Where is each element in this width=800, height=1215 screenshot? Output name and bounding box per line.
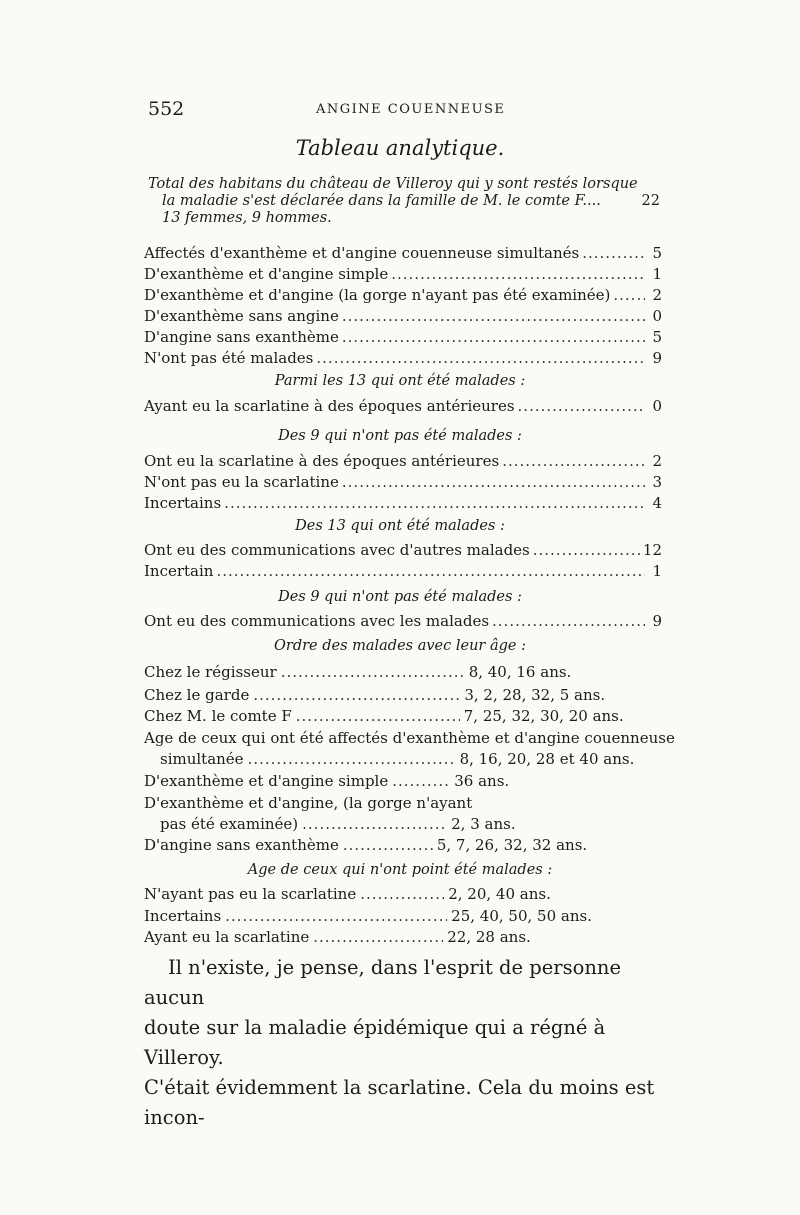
paragraph-line-1: Il n'existe, je pense, dans l'esprit de personne aucun [144,956,621,1009]
row-value: 2 [652,452,662,470]
row-value: 4 [652,494,662,512]
leader-dots [342,307,645,325]
section-heading: Ordre des malades avec leur âge : [274,638,526,654]
leader-dots [316,349,645,367]
row-label: Ont eu des communications avec les malades [144,612,490,630]
section-heading: Age de ceux qui n'ont point été malades : [247,862,553,878]
age-label: Chez le régisseur [144,663,277,681]
leader-dots [224,494,645,512]
row-label: N'ont pas été malades [144,349,314,367]
table-row [144,328,662,346]
leader-dots [342,473,645,491]
leader-dots [613,286,645,304]
row-label: Ayant eu la scarlatine à des époques antérieures [144,397,515,415]
table-row [144,562,662,580]
age-row [144,885,551,903]
row-label: D'exanthème sans angine [144,307,339,325]
row-label: Incertain [144,562,214,580]
leader-dots [281,663,465,681]
body-paragraph [144,953,662,1133]
page-header [148,98,658,124]
age-row [144,707,624,725]
page-number: 552 [148,98,185,120]
age-row [144,907,592,925]
table-row [144,473,662,491]
table-row [144,494,662,512]
row-label: D'exanthème et d'angine simple [144,265,389,283]
age-row [144,772,509,790]
row-value: 9 [652,349,662,367]
table-row [144,244,662,262]
leader-dots [296,707,460,725]
running-title: ANGINE COUENNEUSE [316,102,506,117]
table-row [144,397,662,415]
age-value: 8, 16, 20, 28 et 40 ans. [459,750,635,768]
row-value: 0 [652,397,662,415]
age-label: simultanée [160,750,244,768]
row-value: 5 [652,328,662,346]
row-value: 9 [652,612,662,630]
intro-line-2: la maladie s'est déclarée dans la famille de M. le comte F.... [162,193,601,209]
age-label: N'ayant pas eu la scarlatine [144,885,357,903]
section-heading: Des 9 qui n'ont pas été malades : [278,428,522,444]
row-value: 5 [652,244,662,262]
age-gorge-line-1: D'exanthème et d'angine, (la gorge n'ayant [144,794,473,812]
row-label: D'angine sans exanthème [144,328,339,346]
leader-dots [533,541,640,559]
age-label: Incertains [144,907,222,925]
row-label: N'ont pas eu la scarlatine [144,473,339,491]
table-row [144,541,662,559]
leader-dots [343,836,433,854]
age-row [144,928,531,946]
table-row [144,612,662,630]
row-value: 1 [652,562,662,580]
age-value: 2, 20, 40 ans. [448,885,551,903]
row-value: 2 [652,286,662,304]
row-label: D'exanthème et d'angine (la gorge n'ayant pas été examinée) [144,286,611,304]
leader-dots [518,397,645,415]
row-value: 1 [652,265,662,283]
age-value: 36 ans. [454,772,510,790]
age-label: Chez le garde [144,686,250,704]
row-label: Incertains [144,494,222,512]
age-row [144,663,571,681]
row-label: Ont eu des communications avec d'autres malades [144,541,530,559]
leader-dots [302,815,447,833]
intro-line-3: 13 femmes, 9 hommes. [162,210,332,226]
table-row [144,286,662,304]
age-row [144,836,587,854]
leader-dots [342,328,645,346]
age-label: D'angine sans exanthème [144,836,339,854]
leader-dots [248,750,456,768]
leader-dots [582,244,645,262]
age-label: Ayant eu la scarlatine [144,928,310,946]
age-affectes-line-1: Age de ceux qui ont été affectés d'exanthème et d'angine couenneuse [144,729,675,747]
intro-block [148,176,660,226]
leader-dots [392,772,450,790]
intro-total: 22 [641,193,660,209]
row-value: 0 [652,307,662,325]
age-value: 7, 25, 32, 30, 20 ans. [463,707,624,725]
row-label: Affectés d'exanthème et d'angine couenneuse simultanés [144,244,580,262]
table-title: Tableau analytique. [295,136,505,160]
age-value: 3, 2, 28, 32, 5 ans. [464,686,606,704]
leader-dots [492,612,645,630]
paragraph-line-3: C'était évidemment la scarlatine. Cela du moins est incon- [144,1076,655,1129]
leader-dots [216,562,645,580]
age-value: 8, 40, 16 ans. [468,663,572,681]
age-value: 25, 40, 50, 50 ans. [451,907,592,925]
age-row [144,686,605,704]
section-heading: Des 9 qui n'ont pas été malades : [278,589,522,605]
leader-dots [502,452,645,470]
row-value: 3 [652,473,662,491]
row-value: 12 [642,541,662,559]
age-value: 22, 28 ans. [447,928,531,946]
section-heading: Parmi les 13 qui ont été malades : [274,373,526,389]
age-row [160,750,634,768]
table-row [144,307,662,325]
section-heading: Des 13 qui ont été malades : [295,518,505,534]
leader-dots [225,907,447,925]
table-row [144,349,662,367]
table-row [144,265,662,283]
row-label: Ont eu la scarlatine à des époques antérieures [144,452,500,470]
age-row [160,815,516,833]
table-row [144,452,662,470]
leader-dots [253,686,460,704]
leader-dots [313,928,443,946]
age-value: 5, 7, 26, 32, 32 ans. [436,836,588,854]
paragraph-line-2: doute sur la maladie épidémique qui a régné à Villeroy. [144,1016,606,1069]
leader-dots [360,885,444,903]
intro-line-1: Total des habitans du château de Villeroy qui y sont restés lorsque [148,176,638,192]
age-value: 2, 3 ans. [451,815,516,833]
age-label: pas été examinée) [160,815,299,833]
age-label: D'exanthème et d'angine simple [144,772,389,790]
age-label: Chez M. le comte F [144,707,292,725]
leader-dots [391,265,645,283]
